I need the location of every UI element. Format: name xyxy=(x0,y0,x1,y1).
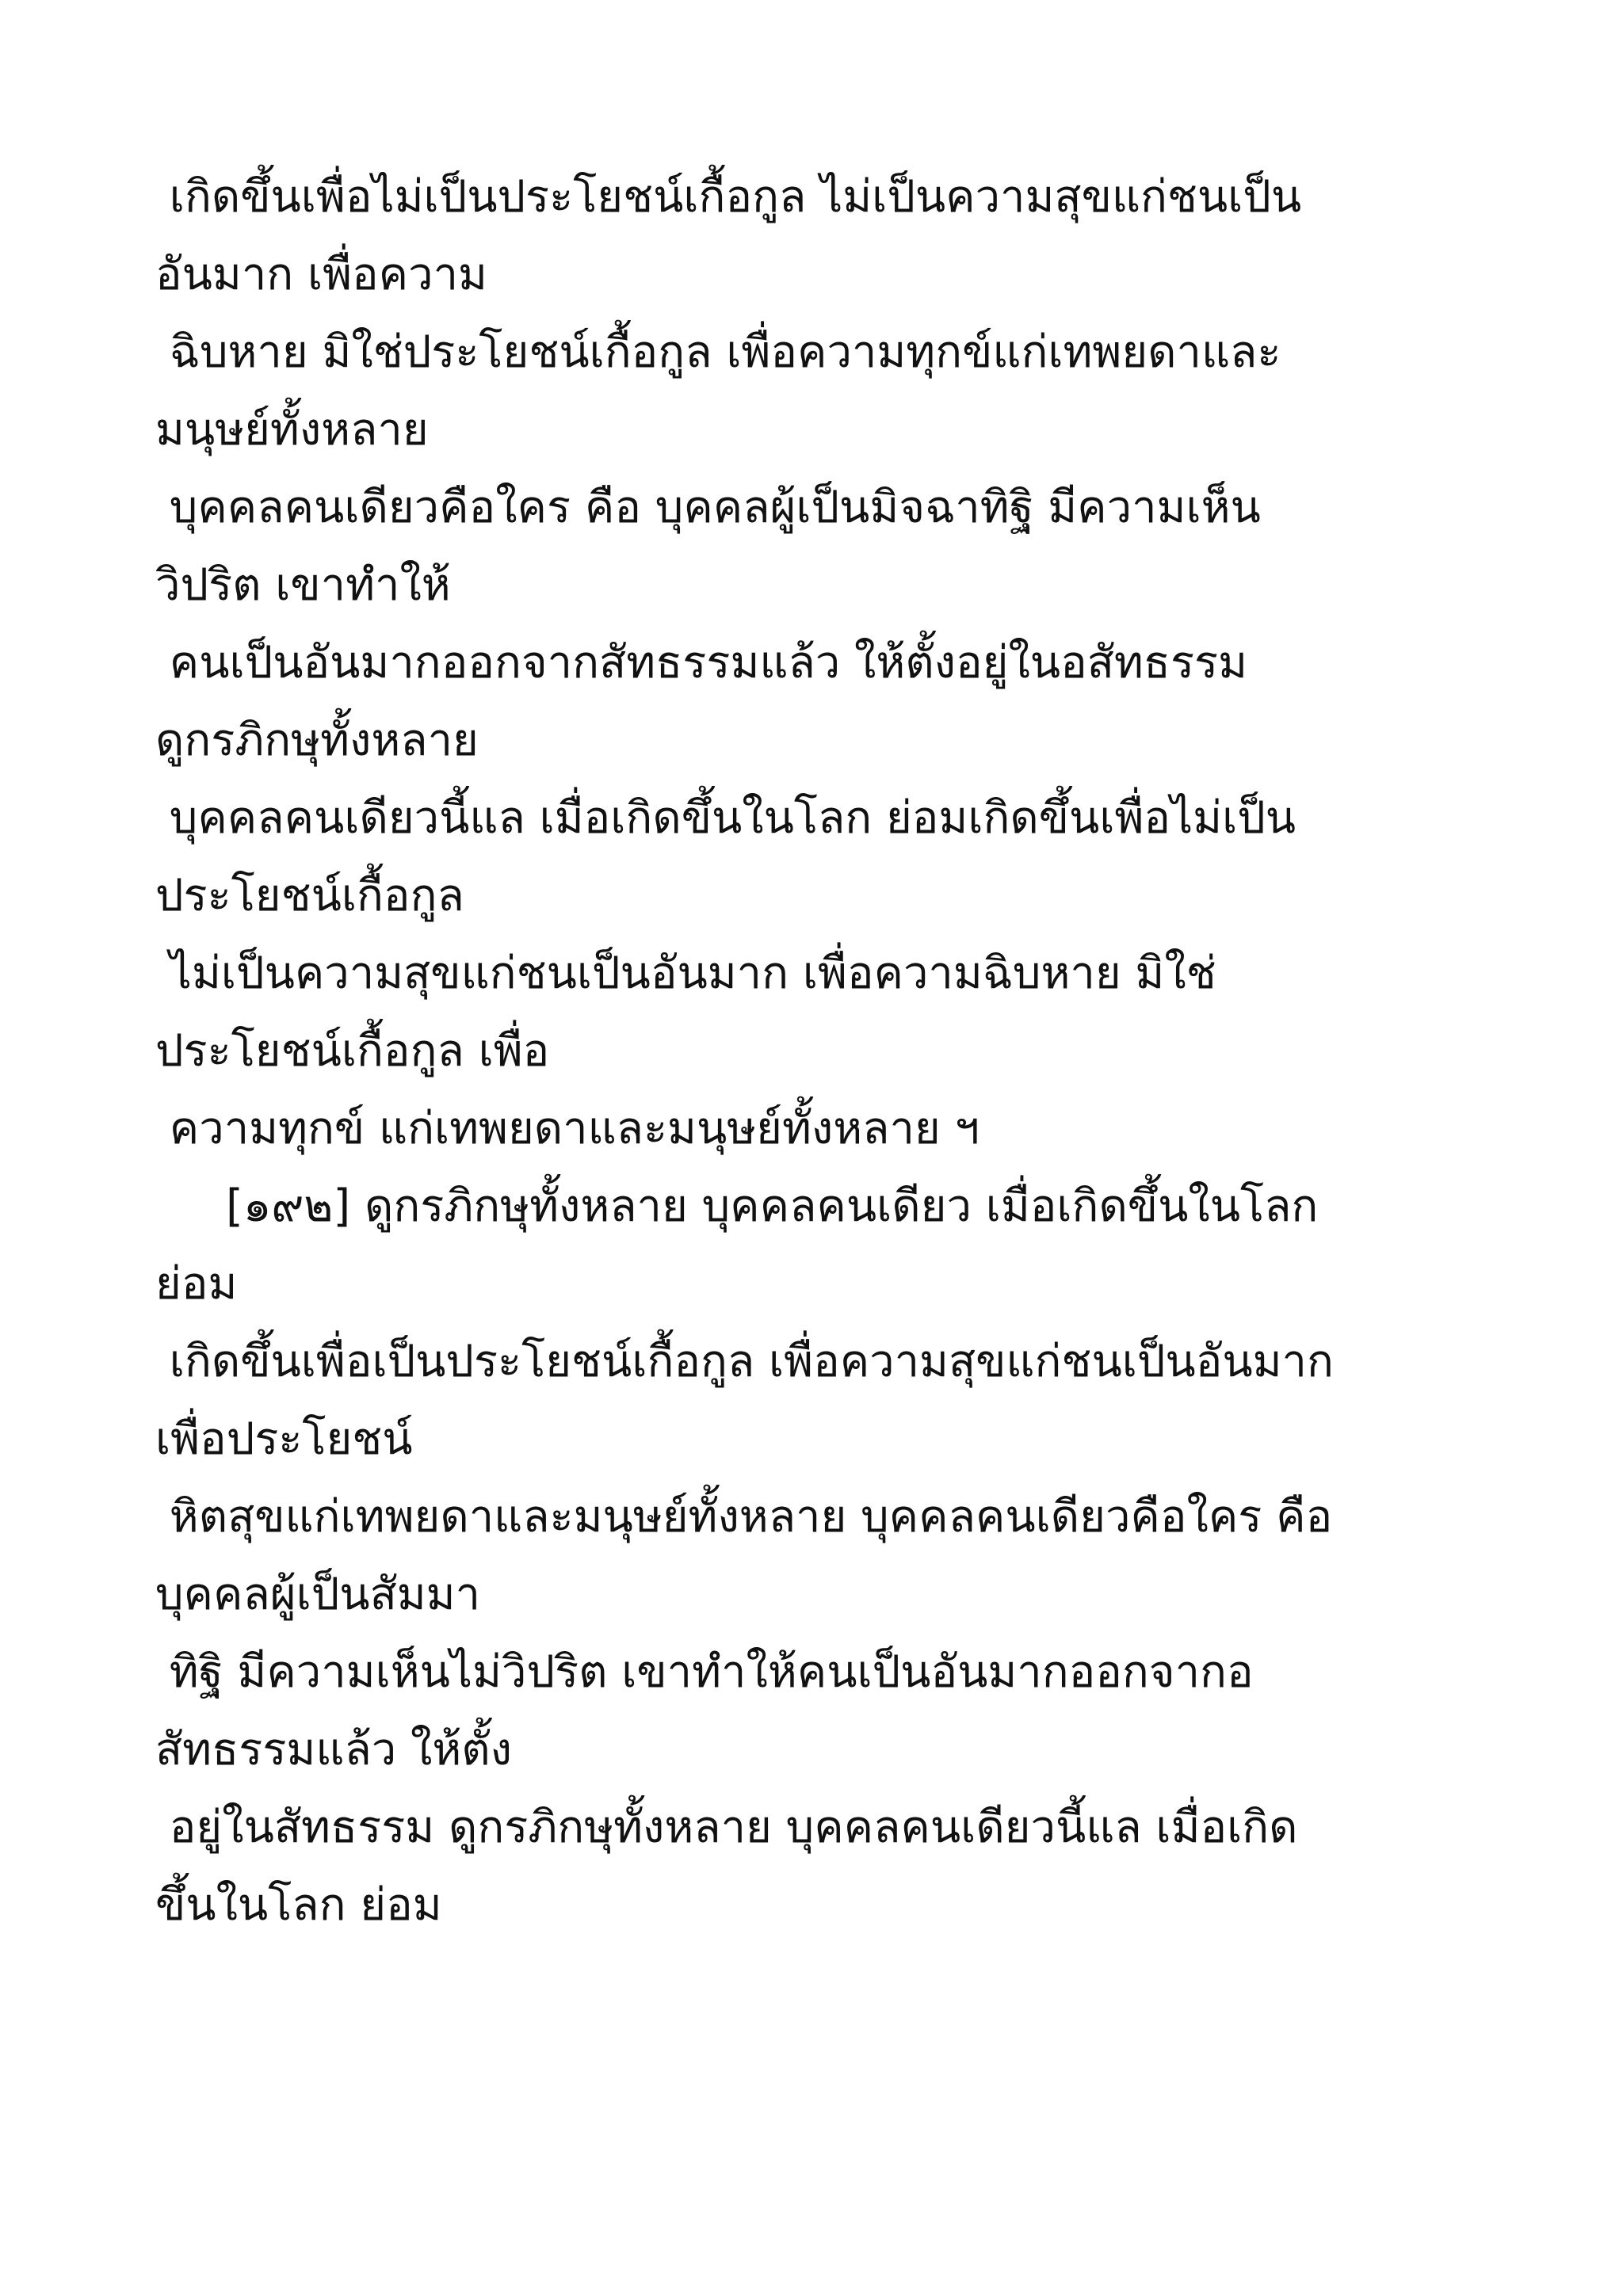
text-line: ความทุกข์ แก่เทพยดาและมนุษย์ทั้งหลาย ฯ xyxy=(155,1103,980,1154)
text-line: ย่อม xyxy=(155,1258,238,1310)
text-line: เพื่อประโยชน์ xyxy=(155,1413,413,1465)
text-line: ประโยชน์เกื้อกูล xyxy=(155,870,464,921)
text-line: เกิดขึ้นเพื่อเป็นประโยชน์เกื้อกูล เพื่อความสุขแก่ชนเป็นอันมาก xyxy=(155,1336,1334,1387)
text-line: ไม่เป็นความสุขแก่ชนเป็นอันมาก เพื่อความฉิบหาย มิใช่ xyxy=(155,948,1216,999)
text-line: บุคคลคนเดียวนี้แล เมื่อเกิดขึ้นในโลก ย่อมเกิดขึ้นเพื่อไม่เป็น xyxy=(155,792,1296,844)
text-line: อันมาก เพื่อความ xyxy=(155,249,487,300)
text-line: [๑๙๒] ดูกรภิกษุทั้งหลาย บุคคลคนเดียว เมื่อเกิดขึ้นในโลก xyxy=(155,1180,1319,1232)
text-line: มนุษย์ทั้งหลาย xyxy=(155,404,429,456)
text-line: อยู่ในสัทธรรม ดูกรภิกษุทั้งหลาย บุคคลคนเดียวนี้แล เมื่อเกิด xyxy=(155,1802,1298,1853)
text-line: ฉิบหาย มิใช่ประโยชน์เกื้อกูล เพื่อความทุกข์แก่เทพยดาและ xyxy=(155,326,1281,378)
text-line: ทิฐิ มีความเห็นไม่วิปริต เขาทำให้คนเป็นอันมากออกจากอ xyxy=(155,1646,1254,1698)
text-line: ขึ้นในโลก ย่อม xyxy=(155,1879,442,1931)
body-text xyxy=(155,158,1518,1944)
text-line: บุคคลคนเดียวคือใคร คือ บุคคลผู้เป็นมิจฉาทิฐิ มีความเห็น xyxy=(155,482,1261,533)
text-line: บุคคลผู้เป็นสัมมา xyxy=(155,1569,481,1620)
text-line: ดูกรภิกษุทั้งหลาย xyxy=(155,715,479,766)
text-line: หิตสุขแก่เทพยดาและมนุษย์ทั้งหลาย บุคคลคนเดียวคือใคร คือ xyxy=(155,1491,1333,1543)
text-line: วิปริต เขาทำให้ xyxy=(155,559,451,611)
text-line: คนเป็นอันมากออกจากสัทธรรมแล้ว ให้ตั้งอยู่ในอสัทธรรม xyxy=(155,637,1248,688)
text-line: ประโยชน์เกื้อกูล เพื่อ xyxy=(155,1025,550,1077)
text-line: สัทธรรมแล้ว ให้ตั้ง xyxy=(155,1724,512,1775)
text-line: เกิดขึ้นเพื่อไม่เป็นประโยชน์เกื้อกูล ไม่เป็นความสุขแก่ชนเป็น xyxy=(155,171,1302,223)
